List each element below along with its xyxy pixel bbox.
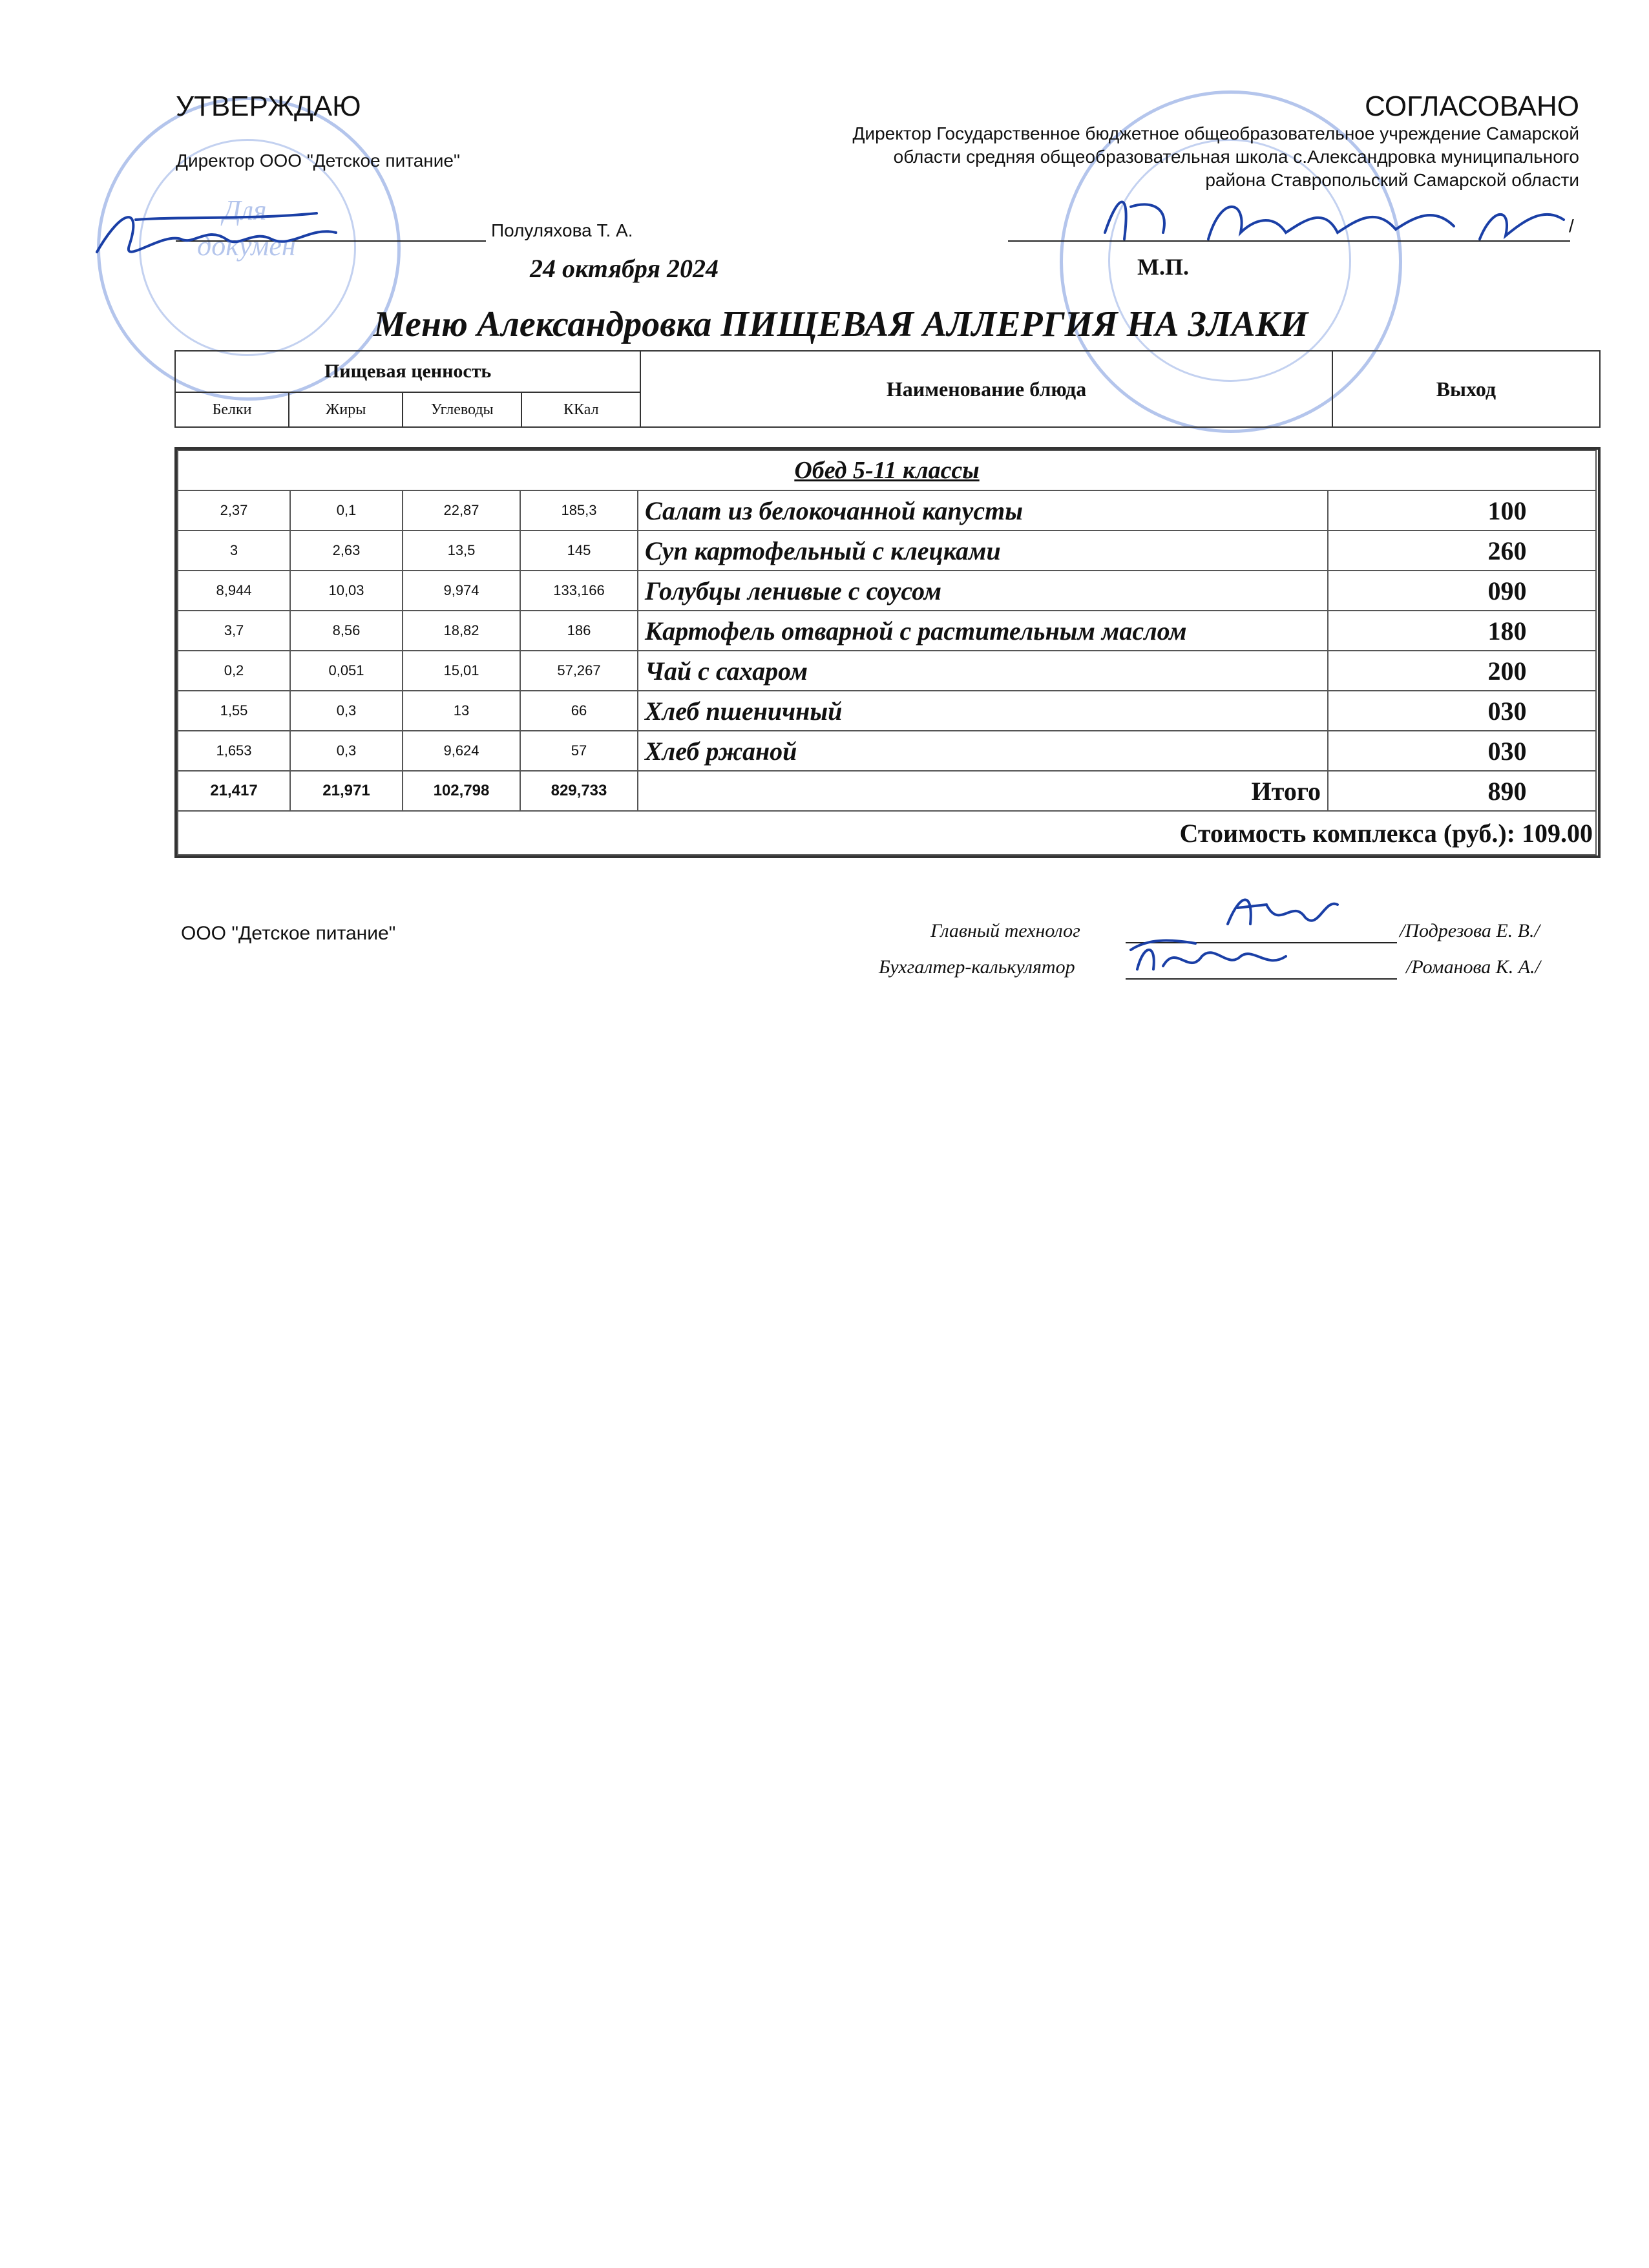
cell-yield: 200 <box>1328 651 1596 691</box>
table-row <box>178 731 1596 771</box>
approve-date: 24 октября 2024 <box>530 254 719 283</box>
cell-fat: 0,1 <box>290 490 403 530</box>
technologist-name: /Подрезова Е. В./ <box>1400 920 1540 941</box>
cell-dish: Голубцы ленивые с соусом <box>638 571 1328 611</box>
cell-kcal: 66 <box>520 691 638 731</box>
cell-carbs: 13 <box>403 691 520 731</box>
cell-dish: Хлеб пшеничный <box>638 691 1328 731</box>
cell-fat: 0,3 <box>290 691 403 731</box>
cell-yield: 260 <box>1328 530 1596 571</box>
col-carbs: Углеводы <box>403 392 521 427</box>
agreed-signature-slash: / <box>1569 216 1574 236</box>
cell-kcal: 145 <box>520 530 638 571</box>
cell-carbs: 9,624 <box>403 731 520 771</box>
cell-yield: 030 <box>1328 691 1596 731</box>
approve-name: Полуляхова Т. А. <box>491 220 633 240</box>
section-row <box>178 450 1596 490</box>
total-protein: 21,417 <box>178 771 290 811</box>
total-kcal: 829,733 <box>520 771 638 811</box>
cell-kcal: 133,166 <box>520 571 638 611</box>
col-protein: Белки <box>175 392 289 427</box>
cell-carbs: 18,82 <box>403 611 520 651</box>
cell-protein: 3 <box>178 530 290 571</box>
cell-dish: Салат из белокочанной капусты <box>638 490 1328 530</box>
agreed-position-2: области средняя общеобразовательная школа с.Александровка муниципального <box>893 147 1579 167</box>
total-label: Итого <box>638 771 1328 811</box>
cell-dish: Чай с сахаром <box>638 651 1328 691</box>
cell-carbs: 13,5 <box>403 530 520 571</box>
cell-protein: 0,2 <box>178 651 290 691</box>
cell-dish: Хлеб ржаной <box>638 731 1328 771</box>
nutrition-header: Пищевая ценность <box>175 351 640 392</box>
approve-signature <box>84 194 355 271</box>
yield-header: Выход <box>1332 351 1600 427</box>
cell-protein: 1,55 <box>178 691 290 731</box>
cell-dish: Суп картофельный с клецками <box>638 530 1328 571</box>
cell-yield: 100 <box>1328 490 1596 530</box>
menu-title: Меню Александровка ПИЩЕВАЯ АЛЛЕРГИЯ НА ЗЛАКИ <box>373 304 1308 344</box>
agreed-signature <box>1092 181 1577 258</box>
accountant-title: Бухгалтер-калькулятор <box>879 956 1075 978</box>
cost-text: Стоимость комплекса (руб.): 109.00 <box>178 811 1596 855</box>
cell-yield: 090 <box>1328 571 1596 611</box>
approve-title: УТВЕРЖДАЮ <box>176 90 361 122</box>
total-fat: 21,971 <box>290 771 403 811</box>
cell-protein: 2,37 <box>178 490 290 530</box>
table-row <box>178 571 1596 611</box>
section-title: Обед 5-11 классы <box>178 450 1596 490</box>
cell-yield: 180 <box>1328 611 1596 651</box>
cell-yield: 030 <box>1328 731 1596 771</box>
agreed-title: СОГЛАСОВАНО <box>1365 90 1579 122</box>
table-row <box>178 490 1596 530</box>
col-fat: Жиры <box>289 392 403 427</box>
agreed-position-3: района Ставропольский Самарской области <box>1205 170 1579 190</box>
table-header <box>174 350 1601 428</box>
menu-table <box>177 450 1597 856</box>
dish-name-header: Наименование блюда <box>640 351 1332 427</box>
accountant-signature <box>1124 930 1292 982</box>
cell-carbs: 22,87 <box>403 490 520 530</box>
cell-fat: 0,051 <box>290 651 403 691</box>
agreed-position-1: Директор Государственное бюджетное общеобразовательное учреждение Самарской <box>852 123 1579 143</box>
cost-row <box>178 811 1596 855</box>
cell-carbs: 15,01 <box>403 651 520 691</box>
cell-fat: 10,03 <box>290 571 403 611</box>
left-stamp-word-1: Для <box>223 194 267 226</box>
cell-protein: 3,7 <box>178 611 290 651</box>
technologist-title: Главный технолог <box>930 920 1080 941</box>
cell-kcal: 185,3 <box>520 490 638 530</box>
cell-fat: 0,3 <box>290 731 403 771</box>
table-row <box>178 691 1596 731</box>
cell-fat: 8,56 <box>290 611 403 651</box>
cell-dish: Картофель отварной с растительным маслом <box>638 611 1328 651</box>
cell-kcal: 57,267 <box>520 651 638 691</box>
cell-kcal: 186 <box>520 611 638 651</box>
table-row <box>178 651 1596 691</box>
total-yield: 890 <box>1328 771 1596 811</box>
col-kcal: ККал <box>521 392 640 427</box>
left-stamp-word-2: докумен <box>197 230 296 262</box>
menu-table-frame <box>174 447 1601 858</box>
total-row <box>178 771 1596 811</box>
table-row <box>178 530 1596 571</box>
cell-kcal: 57 <box>520 731 638 771</box>
total-carbs: 102,798 <box>403 771 520 811</box>
cell-carbs: 9,974 <box>403 571 520 611</box>
cell-protein: 8,944 <box>178 571 290 611</box>
cell-protein: 1,653 <box>178 731 290 771</box>
footer-company: ООО "Детское питание" <box>181 923 396 944</box>
accountant-name: /Романова К. А./ <box>1406 956 1540 978</box>
table-row <box>178 611 1596 651</box>
agreed-mp: М.П. <box>1137 254 1189 280</box>
cell-fat: 2,63 <box>290 530 403 571</box>
approve-position: Директор ООО "Детское питание" <box>176 151 460 171</box>
